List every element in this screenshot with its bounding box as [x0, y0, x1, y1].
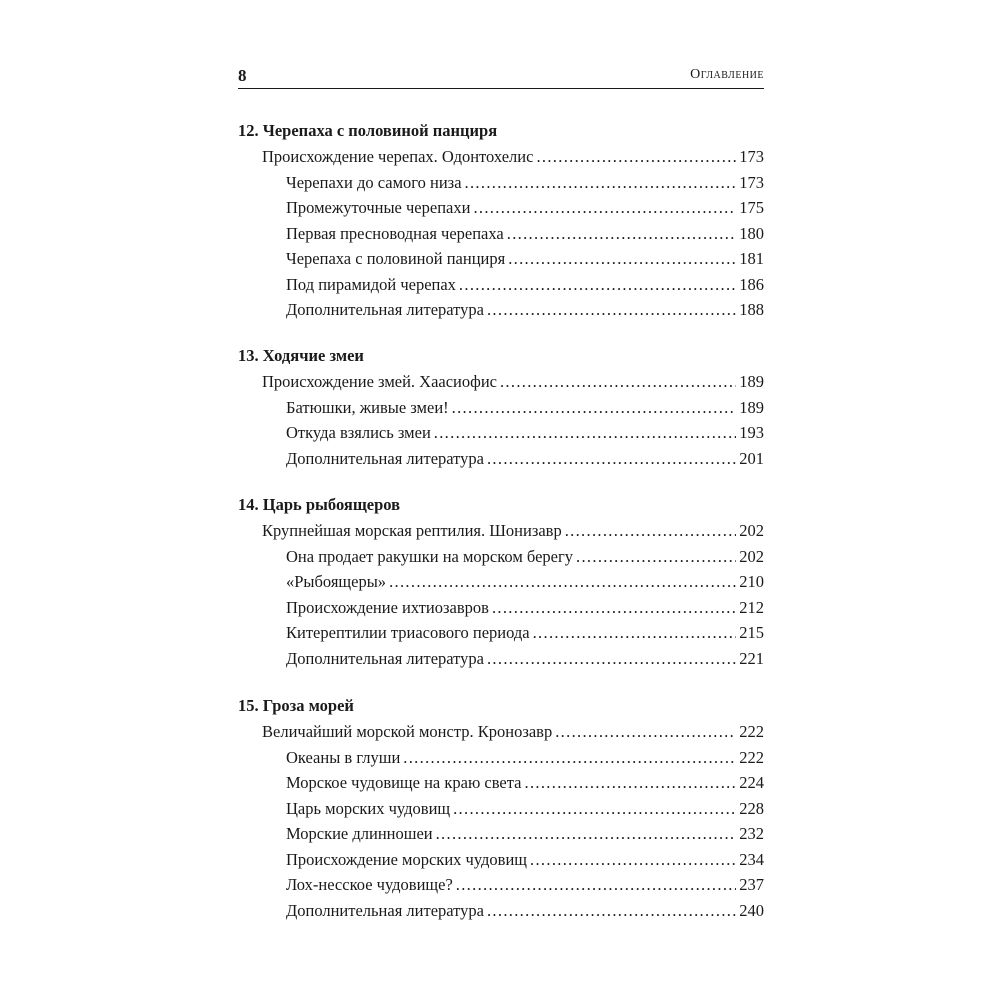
- dot-leader: [525, 770, 737, 796]
- entry-page: 201: [739, 448, 764, 468]
- dot-leader: [436, 821, 737, 847]
- dot-leader: [473, 195, 736, 221]
- toc-entry[interactable]: [238, 221, 764, 247]
- chapter-15: [238, 693, 764, 923]
- toc-entry[interactable]: [238, 297, 764, 323]
- entry-title: Величайший морской монстр. Кронозавр: [262, 722, 553, 741]
- toc-entry[interactable]: [238, 446, 764, 472]
- entry-title: Промежуточные черепахи: [286, 198, 471, 217]
- toc-entry[interactable]: [238, 569, 764, 595]
- entry-title: Под пирамидой черепах: [286, 274, 456, 294]
- toc-entry[interactable]: [238, 170, 764, 196]
- dot-leader: [459, 272, 736, 298]
- entry-title: Лох-несское чудовище?: [286, 875, 453, 894]
- entry-title: Происхождение морских чудовищ: [286, 849, 528, 869]
- dot-leader: [530, 847, 736, 873]
- dot-leader: [492, 595, 736, 621]
- toc-page: [238, 64, 764, 920]
- entry-title: Дополнительная литература: [286, 448, 484, 468]
- dot-leader: [453, 796, 736, 822]
- toc-entry[interactable]: [238, 872, 764, 898]
- page-header: [238, 64, 764, 89]
- toc-entry[interactable]: [238, 847, 764, 873]
- entry-page: 221: [739, 648, 764, 668]
- toc-entry-lead[interactable]: [238, 369, 764, 395]
- toc-entry[interactable]: [238, 745, 764, 771]
- entry-page: 175: [739, 198, 764, 217]
- chapter-title: 12. Черепаха с половиной панциря: [238, 121, 498, 140]
- chapter-14: [238, 492, 764, 671]
- dot-leader: [434, 420, 736, 446]
- entry-title: Происхождение ихтиозавров: [286, 597, 489, 617]
- dot-leader: [533, 620, 737, 646]
- entry-title: Первая пресноводная черепаха: [286, 223, 504, 243]
- dot-leader: [536, 144, 736, 170]
- entry-title: «Рыбоящеры»: [286, 572, 387, 591]
- chapter-title: 14. Царь рыбоящеров: [238, 495, 400, 514]
- dot-leader: [507, 221, 737, 247]
- dot-leader: [487, 646, 736, 672]
- dot-leader: [487, 898, 736, 924]
- entry-title: Происхождение змей. Хаасиофис: [262, 372, 497, 391]
- chapter-12: [238, 118, 764, 323]
- entry-title: Дополнительная литература: [286, 900, 484, 920]
- dot-leader: [500, 369, 736, 395]
- entry-title: Крупнейшая морская рептилия. Шонизавр: [262, 521, 562, 540]
- chapter-title: 15. Гроза морей: [238, 696, 354, 715]
- entry-page: 224: [739, 773, 764, 792]
- dot-leader: [465, 170, 737, 196]
- entry-page: 189: [739, 397, 764, 417]
- entry-title: Китерептилии триасового периода: [286, 623, 530, 642]
- entry-page: 173: [739, 147, 764, 166]
- dot-leader: [403, 745, 736, 771]
- entry-title: Откуда взялись змеи: [286, 423, 431, 442]
- dot-leader: [487, 297, 736, 323]
- toc-entry[interactable]: [238, 770, 764, 796]
- dot-leader: [555, 719, 736, 745]
- entry-page: 202: [739, 521, 764, 540]
- toc-entry[interactable]: [238, 420, 764, 446]
- toc-entry[interactable]: [238, 646, 764, 672]
- page-number: 8: [238, 66, 247, 85]
- entry-title: Морские длинношеи: [286, 824, 433, 843]
- entry-page: 232: [739, 824, 764, 843]
- entry-page: 188: [739, 300, 764, 319]
- entry-page: 180: [739, 223, 764, 243]
- toc-entry[interactable]: [238, 395, 764, 421]
- toc-entry-lead[interactable]: [238, 719, 764, 745]
- entry-page: 234: [739, 849, 764, 869]
- entry-title: Она продает ракушки на морском берегу: [286, 546, 574, 566]
- dot-leader: [565, 518, 737, 544]
- entry-page: 212: [739, 597, 764, 617]
- entry-page: 202: [739, 546, 764, 566]
- toc-entry[interactable]: [238, 272, 764, 298]
- entry-page: 189: [739, 372, 764, 391]
- running-title: Оглавление: [690, 67, 764, 82]
- toc-entry[interactable]: [238, 595, 764, 621]
- entry-title: Дополнительная литература: [286, 648, 484, 668]
- chapter-title: 13. Ходячие змеи: [238, 346, 364, 365]
- toc-entry[interactable]: [238, 796, 764, 822]
- dot-leader: [508, 246, 736, 272]
- entry-page: 210: [739, 572, 764, 591]
- toc-entry[interactable]: [238, 544, 764, 570]
- toc-entry[interactable]: [238, 821, 764, 847]
- entry-title: Дополнительная литература: [286, 300, 484, 319]
- toc-entry[interactable]: [238, 620, 764, 646]
- entry-title: Морское чудовище на краю света: [286, 773, 522, 792]
- toc-entry[interactable]: [238, 195, 764, 221]
- entry-page: 222: [739, 722, 764, 741]
- toc-entry[interactable]: [238, 898, 764, 924]
- chapter-13: [238, 343, 764, 471]
- entry-title: Черепаха с половиной панциря: [286, 249, 506, 268]
- entry-page: 240: [739, 900, 764, 920]
- entry-page: 237: [739, 875, 764, 894]
- entry-page: 173: [739, 172, 764, 192]
- toc-entry[interactable]: [238, 246, 764, 272]
- dot-leader: [576, 544, 736, 570]
- entry-title: Батюшки, живые змеи!: [286, 397, 449, 417]
- entry-title: Происхождение черепах. Одонтохелис: [262, 147, 534, 166]
- entry-page: 193: [739, 423, 764, 442]
- entry-page: 228: [739, 798, 764, 818]
- entry-page: 186: [739, 274, 764, 294]
- entry-title: Царь морских чудовищ: [286, 798, 451, 818]
- entry-title: Океаны в глуши: [286, 747, 401, 767]
- dot-leader: [456, 872, 736, 898]
- entry-page: 222: [739, 747, 764, 767]
- dot-leader: [389, 569, 736, 595]
- dot-leader: [452, 395, 737, 421]
- dot-leader: [487, 446, 736, 472]
- entry-title: Черепахи до самого низа: [286, 172, 462, 192]
- toc-entry-lead[interactable]: [238, 518, 764, 544]
- entry-page: 215: [739, 623, 764, 642]
- entry-page: 181: [739, 249, 764, 268]
- toc-entry-lead[interactable]: [238, 144, 764, 170]
